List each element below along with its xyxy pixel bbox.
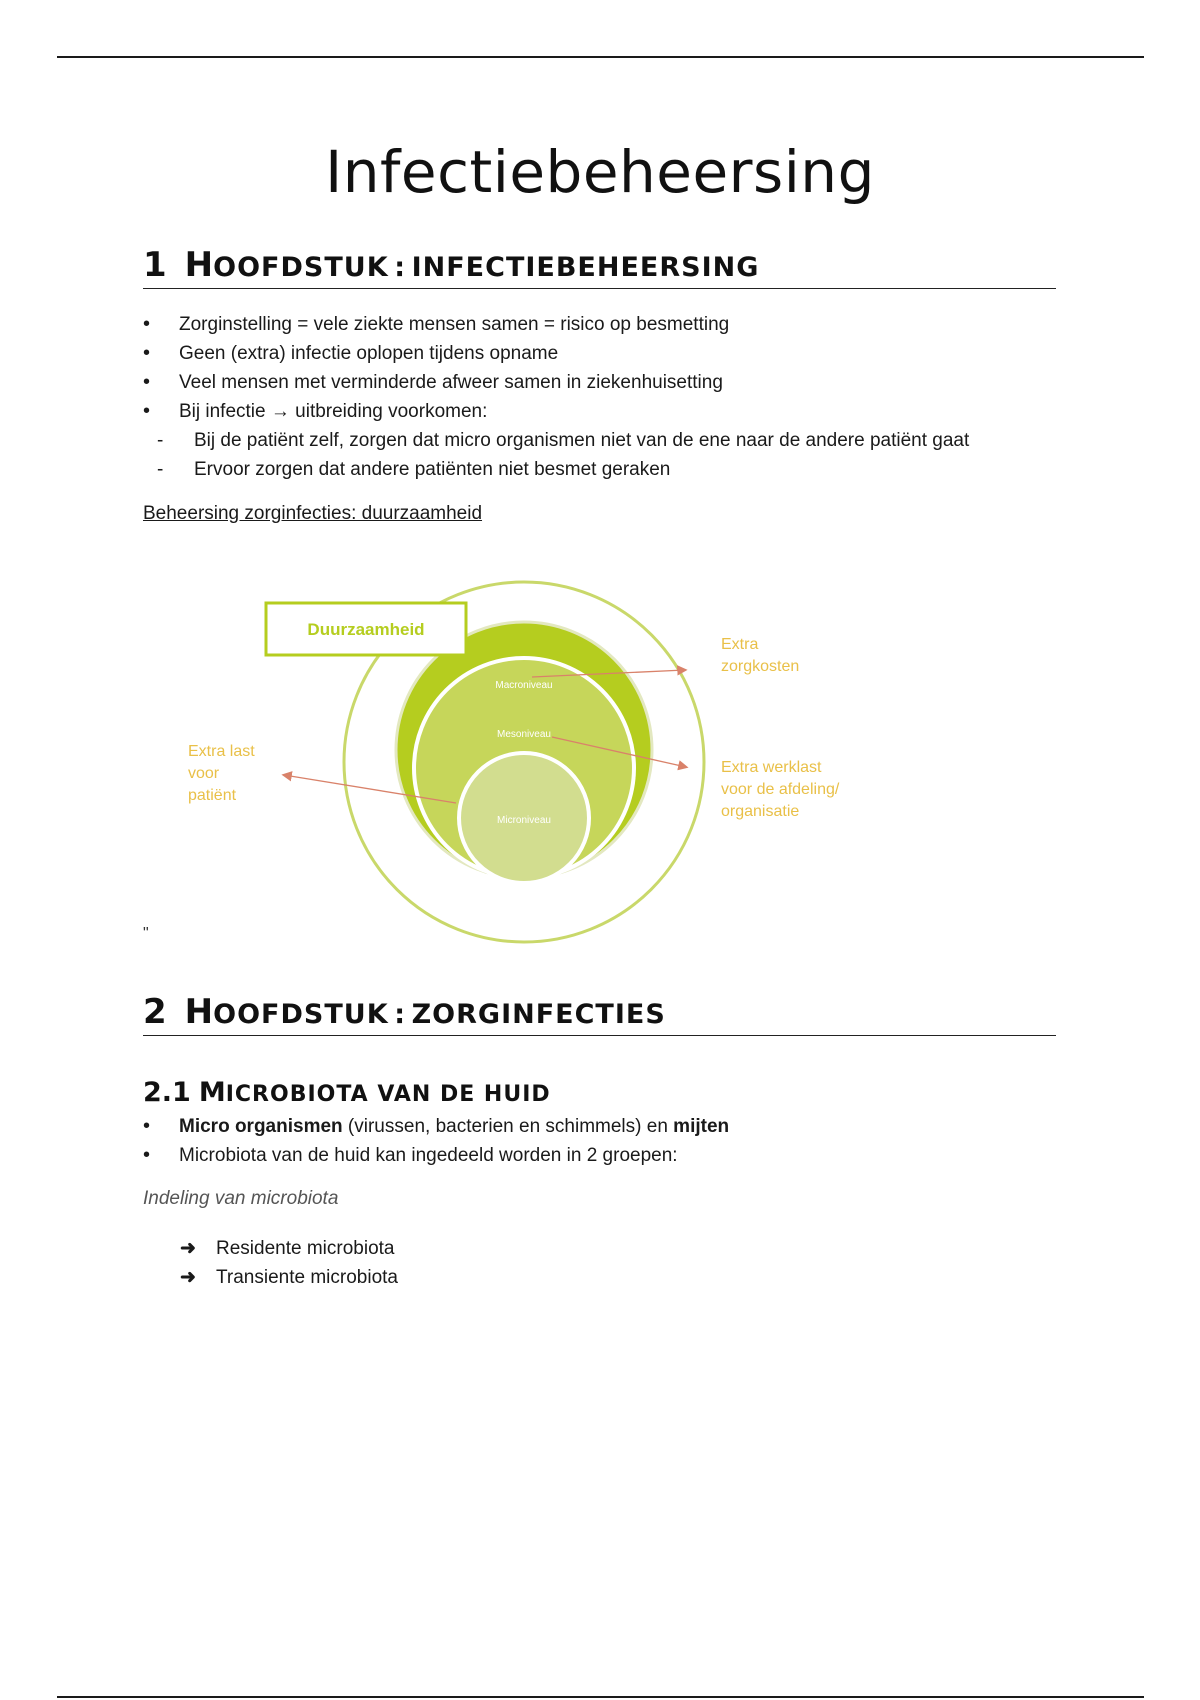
list-item: - Ervoor zorgen dat andere patiënten niet besmet geraken bbox=[157, 455, 969, 484]
list-text: (virussen, bacterien en schimmels) en bbox=[342, 1116, 674, 1137]
sustainability-diagram bbox=[150, 555, 900, 955]
stray-quote-mark: " bbox=[143, 925, 149, 942]
heading-subtitle: INFECTIEBEHEERSING bbox=[411, 252, 760, 283]
chapter-1-bullets bbox=[143, 310, 729, 426]
heading-separator: : bbox=[394, 999, 407, 1030]
heading-first-letter: H bbox=[184, 992, 214, 1032]
chapter-2-heading bbox=[143, 992, 1056, 1036]
right-top-label: Extra zorgkosten bbox=[721, 636, 800, 675]
list-item: - Bij de patiënt zelf, zorgen dat micro organismen niet van de ene naar de andere patiënt gaat bbox=[157, 426, 969, 455]
list-item: • Microbiota van de huid kan ingedeeld worden in 2 groepen: bbox=[143, 1141, 729, 1170]
right-mid-label: Extra werklast voor de afdeling/ organisatie bbox=[721, 759, 840, 820]
diagram-caption: Beheersing zorginfecties: duurzaamheid bbox=[143, 503, 483, 524]
heading-subtitle: ZORGINFECTIES bbox=[411, 999, 666, 1030]
list-item: • Zorginstelling = vele ziekte mensen samen = risico op besmetting bbox=[143, 310, 729, 339]
heading-word: OOFDSTUK bbox=[213, 999, 389, 1030]
list-item: • Veel mensen met verminderde afweer samen in ziekenhuisetting bbox=[143, 368, 729, 397]
chapter-1-heading bbox=[143, 245, 1056, 289]
section-number: 2.1 bbox=[143, 1077, 191, 1108]
left-label: Extra last voor patiënt bbox=[188, 743, 255, 804]
chapter-2-bullets bbox=[143, 1112, 729, 1170]
section-2-1-heading bbox=[143, 1077, 551, 1108]
heading-first-letter: M bbox=[198, 1077, 226, 1108]
duurzaamheid-label: Duurzaamheid bbox=[307, 620, 425, 639]
footer-rule bbox=[57, 1696, 1144, 1698]
list-item: • Geen (extra) infectie oplopen tijdens opname bbox=[143, 339, 729, 368]
subsection-label: Indeling van microbiota bbox=[143, 1188, 339, 1209]
chapter-number: 2 bbox=[143, 992, 167, 1032]
micro-label: Microniveau bbox=[497, 815, 551, 826]
document-title: Infectiebeheersing bbox=[325, 138, 875, 206]
chapter-number: 1 bbox=[143, 245, 167, 285]
header-rule bbox=[57, 56, 1144, 58]
bold-term: mijten bbox=[673, 1116, 730, 1137]
list-item: • Bij infectie → uitbreiding voorkomen: bbox=[143, 397, 729, 426]
list-item bbox=[143, 1112, 729, 1141]
macro-label: Macroniveau bbox=[495, 680, 553, 691]
heading-word: OOFDSTUK bbox=[213, 252, 389, 283]
heading-first-letter: H bbox=[184, 245, 214, 285]
bold-term: Micro organismen bbox=[179, 1116, 343, 1137]
heading-separator: : bbox=[394, 252, 407, 283]
heading-rest: ICROBIOTA VAN DE HUID bbox=[225, 1082, 551, 1107]
list-item: ➜ Residente microbiota bbox=[180, 1234, 398, 1263]
list-item: ➜ Transiente microbiota bbox=[180, 1263, 398, 1292]
chapter-1-dash-list bbox=[157, 426, 969, 484]
microbiota-list bbox=[180, 1234, 398, 1292]
meso-label: Mesoniveau bbox=[497, 729, 551, 740]
